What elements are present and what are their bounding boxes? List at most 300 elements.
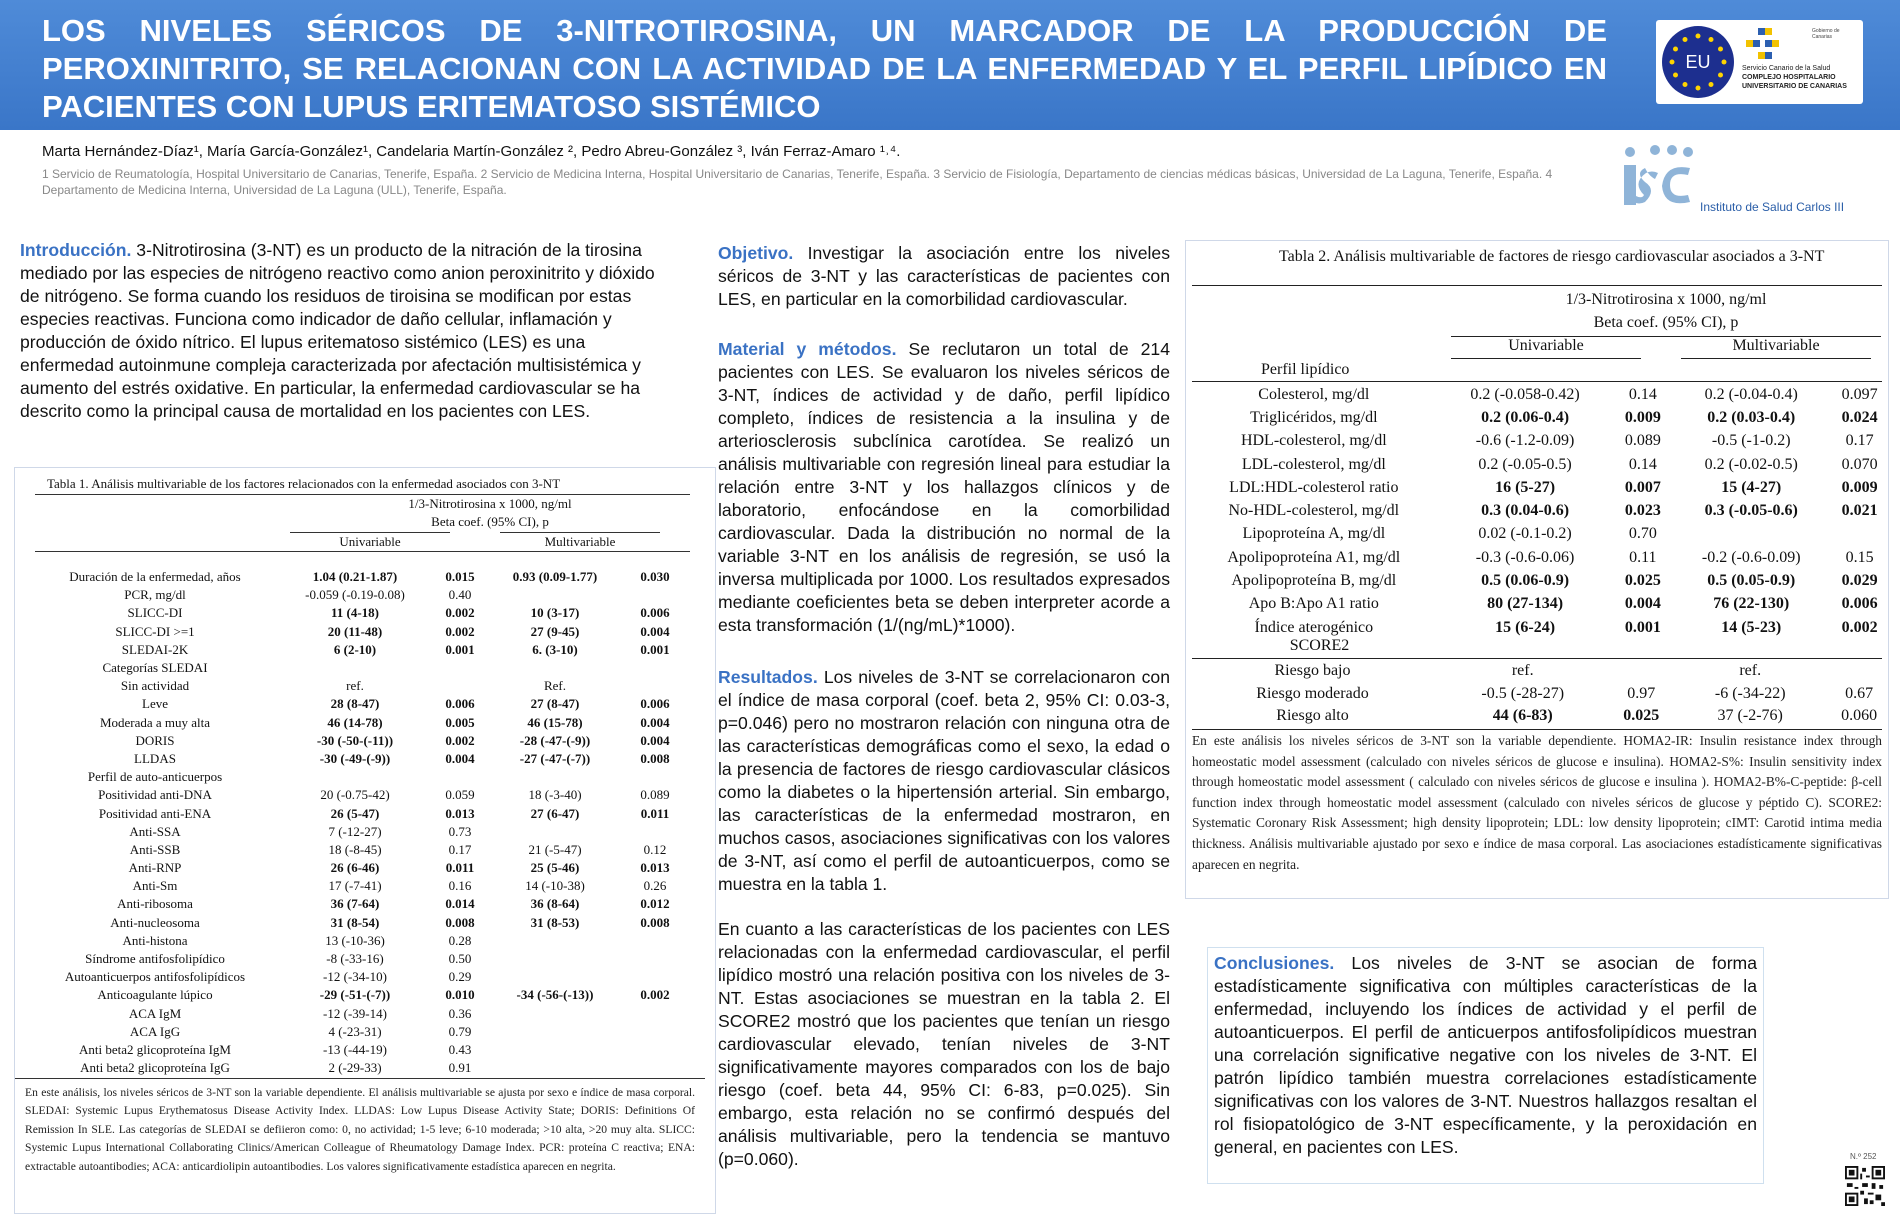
row-label: LDL-colesterol, mg/dl	[1241, 455, 1386, 473]
row-p-univariable	[435, 659, 485, 677]
row-univariable: 31 (8-54)	[330, 914, 380, 930]
row-p-multivariable	[1831, 523, 1888, 546]
objetivo-paragraph	[718, 242, 1170, 311]
table-row	[35, 623, 685, 641]
row-univariable: 18 (-8-45)	[328, 841, 382, 857]
row-p-multivariable: 0.15	[1845, 548, 1874, 566]
row-multivariable	[485, 1059, 625, 1077]
row-p-univariable: 0.16	[448, 878, 472, 894]
table-row	[1192, 476, 1888, 499]
row-p-multivariable: 0.12	[643, 841, 667, 857]
table-row	[35, 586, 685, 604]
row-multivariable: 0.2 (-0.02-0.5)	[1704, 455, 1798, 473]
table-row	[35, 732, 685, 750]
row-univariable: 1.04 (0.21-1.87)	[312, 569, 398, 585]
row-label: HDL-colesterol, mg/dl	[1240, 432, 1387, 450]
row-p-univariable: 0.29	[448, 969, 472, 985]
row-p-univariable: 0.010	[445, 987, 475, 1003]
isc-label: Instituto de Salud Carlos III	[1700, 200, 1845, 214]
row-univariable: 7 (-12-27)	[328, 823, 382, 839]
objetivo-text: Investigar la asociación entre los niveles séricos de 3-NT y las características de pacientes con LES, en particular en la comorbilidad cardiovascular.	[718, 243, 1170, 309]
table1-caption: Tabla 1. Análisis multivariable de los factores relacionados con la enfermedad asociados con 3-NT	[47, 476, 561, 491]
row-univariable: ref.	[346, 678, 364, 694]
eu-logo	[1662, 26, 1734, 98]
row-multivariable: 36 (8-64)	[530, 896, 580, 912]
row-p-univariable: 0.11	[1629, 548, 1657, 566]
row-label: Riesgo alto	[1276, 707, 1349, 725]
resultados-heading: Resultados.	[718, 667, 818, 687]
row-p-univariable: 0.28	[448, 932, 472, 948]
row-p-univariable: 0.002	[445, 623, 475, 639]
table-row	[1192, 383, 1888, 406]
table-row	[35, 786, 685, 804]
row-p-multivariable: 0.009	[1841, 478, 1878, 496]
row-label: Anti beta2 glicoproteína IgG	[80, 1060, 230, 1076]
resultados-paragraph-2: En cuanto a las características de los pacientes con LES relacionadas con la enfermedad cardiovascular, el perfil lipídico mostró una relación positiva con los niveles de 3-NT. Estas asociaciones se muestran en la tabla 2. El SCORE2 mostró que los pacientes que tenían un riesgo cardiovascular elevado, tenían niveles de 3-NT significativamente mayores comparados con los de bajo riesgo (coef. beta 44, 95% CI: 6-83, p=0.025). Sin embargo, esta relación no se confirmó después del análisis multivariable, pero la tendencia se mantuvo (p=0.060).	[718, 919, 1170, 1169]
row-label: Moderada a muy alta	[99, 714, 211, 730]
row-univariable: 13 (-10-36)	[325, 932, 385, 948]
row-multivariable: 0.5 (0.05-0.9)	[1707, 572, 1796, 590]
row-multivariable: 27 (8-47)	[530, 696, 580, 712]
table1-rule-bottom	[15, 1078, 705, 1079]
row-label: Anti-SSA	[129, 823, 181, 839]
row-p-multivariable: 0.011	[640, 805, 670, 821]
row-label: Riesgo moderado	[1256, 684, 1369, 702]
row-p-multivariable: 0.029	[1841, 572, 1878, 590]
row-univariable: 0.02 (-0.1-0.2)	[1478, 525, 1572, 543]
intro-paragraph	[20, 239, 675, 423]
row-univariable	[275, 768, 435, 786]
row-p-multivariable: 0.030	[640, 569, 670, 585]
poster-number: N.º 252	[1850, 1152, 1877, 1161]
table2-score	[1192, 660, 1888, 728]
row-label: ACA IgG	[129, 1023, 181, 1039]
table2-rule-uni	[1451, 358, 1641, 359]
row-p-univariable: 0.025	[1624, 572, 1661, 590]
row-label: Anti-RNP	[128, 860, 182, 876]
row-univariable: 46 (14-78)	[327, 714, 383, 730]
table-row	[1192, 406, 1888, 429]
row-label: Riesgo bajo	[1274, 662, 1351, 680]
row-multivariable: 0.93 (0.09-1.77)	[512, 569, 598, 585]
table-row	[35, 895, 685, 913]
row-p-univariable: 0.015	[445, 569, 475, 585]
row-multivariable: 21 (-5-47)	[528, 841, 582, 857]
table1-box	[14, 467, 716, 1214]
row-p-multivariable	[625, 586, 685, 604]
row-p-multivariable	[625, 1023, 685, 1041]
table2-rule-bottom	[1192, 729, 1882, 730]
row-p-multivariable	[625, 950, 685, 968]
row-p-multivariable: 0.097	[1841, 385, 1878, 403]
row-p-multivariable: 0.089	[640, 787, 670, 803]
table2-col-uni: Univariable	[1508, 337, 1584, 354]
row-multivariable: -0.2 (-0.6-0.09)	[1701, 548, 1801, 566]
row-p-multivariable: 0.024	[1841, 408, 1878, 426]
row-label: Apolipoproteína A1, mg/dl	[1227, 548, 1401, 566]
row-p-multivariable: 0.002	[640, 987, 670, 1003]
row-label: Síndrome antifosfolipídico	[85, 951, 225, 967]
row-p-univariable: 0.004	[1624, 595, 1661, 613]
row-label: Autoanticuerpos antifosfolipídicos	[64, 969, 246, 985]
row-multivariable: 27 (6-47)	[530, 805, 580, 821]
poster-title: LOS NIVELES SÉRICOS DE 3-NITROTIROSINA, UN MARCADOR DE LA PRODUCCIÓN DE PEROXINITRITO, SE RELACIONAN CON LA ACTIVIDAD DE LA ENFERMEDAD Y EL PERFIL LIPÍDICO EN PACIENTES CON LUPUS ERITEMATOSO SISTÉMICO	[42, 13, 1607, 124]
row-p-univariable: 0.004	[445, 750, 475, 766]
row-p-multivariable: 0.012	[640, 896, 670, 912]
row-univariable: 2 (-29-33)	[328, 1060, 382, 1076]
table1-header1: 1/3-Nitrotirosina x 1000, ng/ml	[408, 496, 572, 511]
row-p-multivariable: 0.021	[1841, 502, 1878, 520]
table-row	[35, 750, 685, 768]
row-multivariable: 15 (4-27)	[1721, 478, 1782, 496]
table-row	[35, 677, 685, 695]
table-row	[1192, 683, 1888, 706]
row-label: Apo B:Apo A1 ratio	[1248, 595, 1379, 613]
row-label: Anti-ribosoma	[117, 896, 193, 912]
resultados-text-1: Los niveles de 3-NT se correlacionaron con el índice de masa corporal (coef. beta 2, 95% CI: 0.03-3, p=0.046) pero no mostraron relación con ninguna otra de las características demográficas como el sexo, la edad o la presencia de factores de riesgo cardiovascular clásicos como la diabetes o la hipertensión arterial. Sin embargo, las características de la enfermedad mostraron, en muchos casos, asociaciones significativas con los valores de 3-NT, así como el perfil de autoanticuerpos, como se muestra en la tabla 1.	[718, 667, 1170, 894]
row-label: Duración de la enfermedad, años	[69, 569, 241, 585]
row-label: Anti-histona	[122, 932, 188, 948]
table-row	[1192, 523, 1888, 546]
row-label: Apolipoproteína B, mg/dl	[1231, 572, 1397, 590]
row-p-multivariable: 0.001	[640, 641, 670, 657]
row-univariable: -0.059 (-0.19-0.08)	[305, 587, 405, 603]
row-p-univariable: 0.17	[448, 841, 472, 857]
row-multivariable: 10 (3-17)	[530, 605, 580, 621]
table-row	[35, 823, 685, 841]
row-label: Triglicéridos, mg/dl	[1250, 408, 1378, 426]
table-row	[35, 841, 685, 859]
table2-rule-mid	[1192, 658, 1882, 659]
row-univariable: -12 (-34-10)	[323, 969, 387, 985]
table-row	[35, 714, 685, 732]
row-univariable: 15 (6-24)	[1495, 618, 1556, 636]
row-label: Anti beta2 glicoproteína IgM	[79, 1041, 231, 1057]
table-row	[35, 968, 685, 986]
row-univariable: 0.2 (-0.05-0.5)	[1478, 455, 1572, 473]
row-p-univariable: 0.14	[1628, 385, 1657, 403]
row-p-univariable: 0.001	[1624, 618, 1661, 636]
table-row	[35, 1005, 685, 1023]
row-univariable: 17 (-7-41)	[328, 878, 382, 894]
row-p-univariable: 0.007	[1624, 478, 1661, 496]
row-p-univariable: 0.013	[445, 805, 475, 821]
table-row	[35, 986, 685, 1004]
metodos-paragraph	[718, 338, 1170, 637]
row-multivariable: -27 (-47-(-7))	[519, 750, 591, 766]
row-label: Sin actividad	[120, 678, 190, 694]
table2-rule-multi	[1681, 358, 1871, 359]
table1-col-uni: Univariable	[290, 532, 450, 550]
row-p-multivariable: 0.008	[640, 750, 670, 766]
row-p-univariable: 0.023	[1624, 502, 1661, 520]
row-label: Positividad anti-DNA	[98, 787, 212, 803]
table-row	[35, 641, 685, 659]
row-p-univariable	[1612, 660, 1670, 683]
row-p-multivariable: 0.006	[1841, 595, 1878, 613]
row-p-univariable: 0.91	[448, 1060, 472, 1076]
row-univariable: -13 (-44-19)	[323, 1041, 387, 1057]
row-univariable: 44 (6-83)	[1492, 707, 1553, 725]
table2-rule-header	[1192, 381, 1882, 382]
row-p-multivariable	[625, 968, 685, 986]
row-univariable: -8 (-33-16)	[326, 951, 384, 967]
row-label: PCR, mg/dl	[124, 587, 186, 603]
row-p-multivariable	[625, 659, 685, 677]
row-label: Anti-SSB	[129, 841, 181, 857]
row-label: Índice aterogénico	[1254, 618, 1374, 636]
table2-box	[1185, 240, 1889, 899]
row-p-univariable: 0.002	[445, 605, 475, 621]
conclusiones-heading: Conclusiones.	[1214, 953, 1335, 973]
row-label: Categorías SLEDAI	[102, 660, 208, 676]
row-label: Lipoproteína A, mg/dl	[1242, 525, 1386, 543]
row-multivariable: 14 (-10-38)	[525, 878, 585, 894]
eu-logo-text: EU	[1685, 51, 1711, 72]
row-multivariable: 14 (5-23)	[1721, 618, 1782, 636]
row-p-univariable: 0.089	[1624, 432, 1661, 450]
table-row	[35, 1023, 685, 1041]
metodos-text: Se reclutaron un total de 214 pacientes con LES. Se evaluaron los niveles séricos de 3-NT, índices de actividad y de daño, perfil lipídico completo, índices de resistencia a la insulina y de arteriosclerosis subclínica carotídea. Se realizó un análisis multivariable con regresión lineal para estudiar la relación entre 3-NT y los hallazgos clínicos y de laboratorio, enfocándose en la comorbilidad cardiovascular. Dada la distribución no normal de la variable 3-NT en los análisis de regresión, se usó la inversa multiplicada por 1000. Los resultados expresados mediante coeficientes beta se deben interpreter acorde a esta transformación (1/(ng/mL)*1000).	[718, 339, 1170, 635]
row-multivariable: 0.3 (-0.05-0.6)	[1704, 502, 1798, 520]
table-row	[35, 914, 685, 932]
row-multivariable: ref.	[1739, 662, 1762, 680]
row-multivariable: -34 (-56-(-13))	[516, 987, 594, 1003]
row-label: Anti-Sm	[132, 878, 178, 894]
row-p-multivariable: 0.002	[1841, 618, 1878, 636]
row-p-multivariable: 0.060	[1841, 707, 1878, 725]
row-label: LDL:HDL-colesterol ratio	[1229, 478, 1399, 496]
table2-col-multi: Multivariable	[1732, 337, 1820, 354]
table-row	[35, 568, 685, 586]
row-multivariable: 46 (15-78)	[527, 714, 583, 730]
row-p-univariable: 0.005	[445, 714, 475, 730]
table2-header1: 1/3-Nitrotirosina x 1000, ng/ml	[1565, 291, 1767, 308]
table-row	[35, 804, 685, 822]
table-row	[1192, 453, 1888, 476]
row-p-univariable: 0.008	[445, 914, 475, 930]
table2	[1192, 383, 1888, 639]
row-p-multivariable	[625, 768, 685, 786]
scs-line-3: UNIVERSITARIO DE CANARIAS	[1742, 83, 1847, 90]
table-row	[35, 950, 685, 968]
row-label: LLDAS	[134, 750, 176, 766]
row-univariable: -30 (-50-(-11))	[316, 732, 394, 748]
row-p-univariable: 0.70	[1628, 525, 1657, 543]
row-univariable: -30 (-49-(-9))	[319, 750, 391, 766]
row-p-univariable	[435, 768, 485, 786]
metodos-heading: Material y métodos.	[718, 339, 897, 359]
row-multivariable: 31 (8-53)	[530, 914, 580, 930]
row-multivariable	[485, 1005, 625, 1023]
isc-mark-icon	[1600, 140, 1700, 220]
row-multivariable: -0.5 (-1-0.2)	[1711, 432, 1791, 450]
row-label: Perfil de auto-anticuerpos	[87, 769, 223, 785]
row-p-multivariable: 0.17	[1845, 432, 1874, 450]
row-label: Anticoagulante lúpico	[97, 987, 213, 1003]
table-row	[1192, 546, 1888, 569]
row-p-multivariable: 0.006	[640, 696, 670, 712]
row-univariable: 20 (-0.75-42)	[320, 787, 390, 803]
scs-text	[1742, 64, 1860, 91]
intro-heading: Introducción.	[20, 240, 132, 260]
row-multivariable: 0.2 (0.03-0.4)	[1707, 408, 1796, 426]
row-p-multivariable: 0.006	[640, 605, 670, 621]
table-row	[35, 659, 685, 677]
row-univariable: 36 (7-64)	[330, 896, 380, 912]
row-p-multivariable	[625, 932, 685, 950]
row-label: No-HDL-colesterol, mg/dl	[1228, 502, 1400, 520]
row-label: SLICC-DI	[127, 605, 183, 621]
row-p-multivariable	[625, 1059, 685, 1077]
row-multivariable	[485, 950, 625, 968]
row-univariable: -29 (-51-(-7))	[319, 987, 391, 1003]
row-univariable	[275, 659, 435, 677]
row-p-multivariable: 0.67	[1845, 684, 1874, 702]
row-multivariable: 37 (-2-76)	[1717, 707, 1783, 725]
table-row	[35, 859, 685, 877]
row-multivariable	[485, 586, 625, 604]
row-univariable: 28 (8-47)	[330, 696, 380, 712]
table-row	[35, 604, 685, 622]
table1-rule-top	[35, 494, 690, 495]
row-p-univariable: 0.79	[448, 1023, 472, 1039]
row-p-univariable: 0.059	[445, 787, 475, 803]
row-univariable: 0.3 (0.04-0.6)	[1481, 502, 1570, 520]
row-multivariable: -6 (-34-22)	[1714, 684, 1786, 702]
scs-logo	[1742, 24, 1860, 102]
row-label: Anti-nucleosoma	[110, 914, 200, 930]
row-p-multivariable	[1830, 660, 1888, 683]
row-univariable: 20 (11-48)	[327, 623, 383, 639]
row-multivariable	[485, 932, 625, 950]
row-univariable: 16 (5-27)	[1495, 478, 1556, 496]
conclusiones-text: Los niveles de 3-NT se asocian de forma estadísticamente significativa con múltiples características de la enfermedad, incluyendo los índices de actividad y el perfil de autoanticuerpos. El perfil de anticuerpos antifosfolipídicos muestran una correlación significative negative con los niveles de 3-NT. El patrón lipídico también muestra correlaciones estadísticamente significativas con los valores de 3-NT. Nuestros hallazgos resaltan el rol fisiopatológico de 3-NT específicamente, y la peroxidación en general, en pacientes con LES.	[1214, 953, 1757, 1157]
row-p-univariable: 0.006	[445, 696, 475, 712]
table-row	[1192, 705, 1888, 728]
table-row	[1192, 616, 1888, 639]
row-label: Colesterol, mg/dl	[1258, 385, 1370, 403]
row-p-multivariable: 0.008	[640, 914, 670, 930]
row-p-multivariable: 0.004	[640, 623, 670, 639]
table1-note: En este análisis, los niveles séricos de 3-NT son la variable dependiente. El análisis multivariable se ajusta por sexo e índice de masa corporal. SLEDAI: Systemic Lupus Erythematosus Disease Activity Index. LLDAS: Low Lupus Disease Activity State; DORIS: Definitions Of Remission In SLE. Las categorías de SLEDAI se defiieron como: 0, no actividad; 1-5 leve; 6-10 moderada; >10 alta, >20 muy alta. SLICC: Systemic Lupus International Collaborating Clinics/American Colleague of Rheumatology Damage Index. PCR: proteína C reactiva; ENA: extractable autoantibodies; ACA: anticardiolipin autoantibodies. Los valores significativamente estadística aparecen en negrita.	[25, 1086, 695, 1173]
table-row	[1192, 660, 1888, 683]
row-p-univariable	[435, 677, 485, 695]
table1-header2: Beta coef. (95% CI), p	[431, 514, 549, 529]
row-univariable: 0.5 (0.06-0.9)	[1481, 572, 1570, 590]
row-univariable: 6 (2-10)	[333, 641, 377, 657]
row-label: Leve	[142, 696, 168, 712]
row-label: ACA IgM	[128, 1005, 182, 1021]
scs-line-1: Servicio Canario de la Salud	[1742, 65, 1831, 72]
row-univariable: 26 (6-46)	[330, 860, 380, 876]
row-label: DORIS	[135, 732, 175, 748]
qr-code-icon	[1845, 1166, 1885, 1206]
table-row	[35, 932, 685, 950]
row-p-univariable: 0.50	[448, 951, 472, 967]
conclusiones-box	[1207, 947, 1764, 1184]
row-univariable: 11 (4-18)	[330, 605, 380, 621]
row-univariable: 4 (-23-31)	[328, 1023, 382, 1039]
row-multivariable	[485, 1041, 625, 1059]
table-row	[35, 1059, 685, 1077]
row-multivariable: 76 (22-130)	[1713, 595, 1790, 613]
row-p-univariable: 0.014	[445, 896, 475, 912]
row-univariable: ref.	[1511, 662, 1534, 680]
table-row	[35, 877, 685, 895]
logos-panel	[1656, 20, 1863, 104]
row-multivariable: 6. (3-10)	[532, 641, 578, 657]
table-row	[1192, 569, 1888, 592]
row-p-univariable: 0.97	[1627, 684, 1656, 702]
row-p-multivariable: 0.070	[1841, 455, 1878, 473]
row-p-univariable: 0.025	[1623, 707, 1660, 725]
row-multivariable	[1671, 523, 1831, 546]
row-p-univariable: 0.001	[445, 641, 475, 657]
row-label: SLEDAI-2K	[121, 641, 189, 657]
row-multivariable	[485, 659, 625, 677]
intro-text: 3-Nitrotirosina (3-NT) es un producto de la nitración de la tirosina mediado por las especies de nitrógeno reactivo como anion peroxinitrito y dióxido de nitrógeno. Se forma cuando los residuos de tiroisina se modifican por estas especies reactivas. Funciona como indicador de daño cellular, inflamación y producción de óxido nítrico. El lupus eritematoso sistémico (LES) es una enfermedad autoinmune compleja caracterizada por afectación multisistémica y aumento del estrés oxidative. En particular, la enfermedad cardiovascular se ha descrito como la principal causa de mortalidad en los pacientes con LES.	[20, 240, 655, 421]
row-p-univariable: 0.73	[448, 823, 472, 839]
row-multivariable: 0.2 (-0.04-0.4)	[1704, 385, 1798, 403]
table1-col-multi: Multivariable	[500, 532, 660, 550]
isc-logo	[1600, 140, 1860, 225]
row-p-multivariable: 0.013	[640, 860, 670, 876]
table2-header2: Beta coef. (95% CI), p	[1593, 314, 1739, 331]
resultados-paragraph-1	[718, 666, 1170, 896]
row-p-univariable: 0.36	[448, 1005, 472, 1021]
gobierno-text: Gobierno de Canarias	[1812, 28, 1840, 40]
table-row	[35, 768, 685, 786]
table1-rule-header	[35, 551, 690, 552]
row-p-univariable: 0.43	[448, 1041, 472, 1057]
authors: Marta Hernández-Díaz¹, María García-González¹, Candelaria Martín-González ², Pedro Abreu-González ³, Iván Ferraz-Amaro ¹˒⁴.	[42, 143, 901, 160]
row-multivariable: 27 (9-45)	[530, 623, 580, 639]
row-p-multivariable	[625, 1005, 685, 1023]
row-p-univariable: 0.009	[1624, 408, 1661, 426]
row-univariable: -0.3 (-0.6-0.06)	[1475, 548, 1575, 566]
table-row	[35, 1041, 685, 1059]
row-p-univariable: 0.40	[448, 587, 472, 603]
row-univariable: 80 (27-134)	[1487, 595, 1564, 613]
objetivo-heading: Objetivo.	[718, 243, 794, 263]
table2-section1: Perfil lipídico	[1261, 361, 1350, 378]
row-univariable: 26 (5-47)	[330, 805, 380, 821]
table2-caption: Tabla 2. Análisis multivariable de factores de riesgo cardiovascular asociados a 3-NT	[1279, 248, 1825, 265]
row-p-multivariable: 0.26	[643, 878, 667, 894]
row-label: Positividad anti-ENA	[98, 805, 212, 821]
row-multivariable	[485, 768, 625, 786]
row-multivariable	[485, 968, 625, 986]
row-multivariable: 18 (-3-40)	[528, 787, 582, 803]
table1	[35, 568, 685, 1077]
table2-note: En este análisis los niveles séricos de 3-NT son la variable dependiente. HOMA2-IR: Insulin resistance index through homeostatic model assessment (calculado con niveles séricos de glucose e insulina). HOMA2-S%: Insulin sensitivity index through homeostatic model assessment ( calculado con niveles séricos de glucose e insulina ). HOMA2-B%-C-peptide: β-cell function index through homeostatic model assessment (calculado con niveles séricos de glucose y péptido C). SCORE2: Systematic Coronary Risk Assessment; high density lipoprotein; LDL: low density lipoprotein; cIMT: Carotid intima media thickness. Análisis multivariable ajustado por sexo e índice de masa corporal. Las asociaciones estadísticamente significativas aparecen en negrita.	[1192, 733, 1882, 872]
row-p-multivariable	[625, 1041, 685, 1059]
row-p-univariable: 0.011	[445, 860, 475, 876]
table2-rule-top	[1192, 285, 1882, 286]
row-multivariable: -28 (-47-(-9))	[519, 732, 591, 748]
row-p-multivariable: 0.004	[640, 732, 670, 748]
table2-section2: SCORE2	[1289, 637, 1350, 654]
table-row	[1192, 430, 1888, 453]
scs-line-2: COMPLEJO HOSPITALARIO	[1742, 74, 1836, 81]
row-label: SLICC-DI >=1	[115, 623, 195, 639]
row-p-multivariable	[625, 823, 685, 841]
row-univariable: 0.2 (0.06-0.4)	[1481, 408, 1570, 426]
row-univariable: -12 (-39-14)	[323, 1005, 387, 1021]
row-p-multivariable: 0.004	[640, 714, 670, 730]
row-univariable: -0.5 (-28-27)	[1481, 684, 1565, 702]
